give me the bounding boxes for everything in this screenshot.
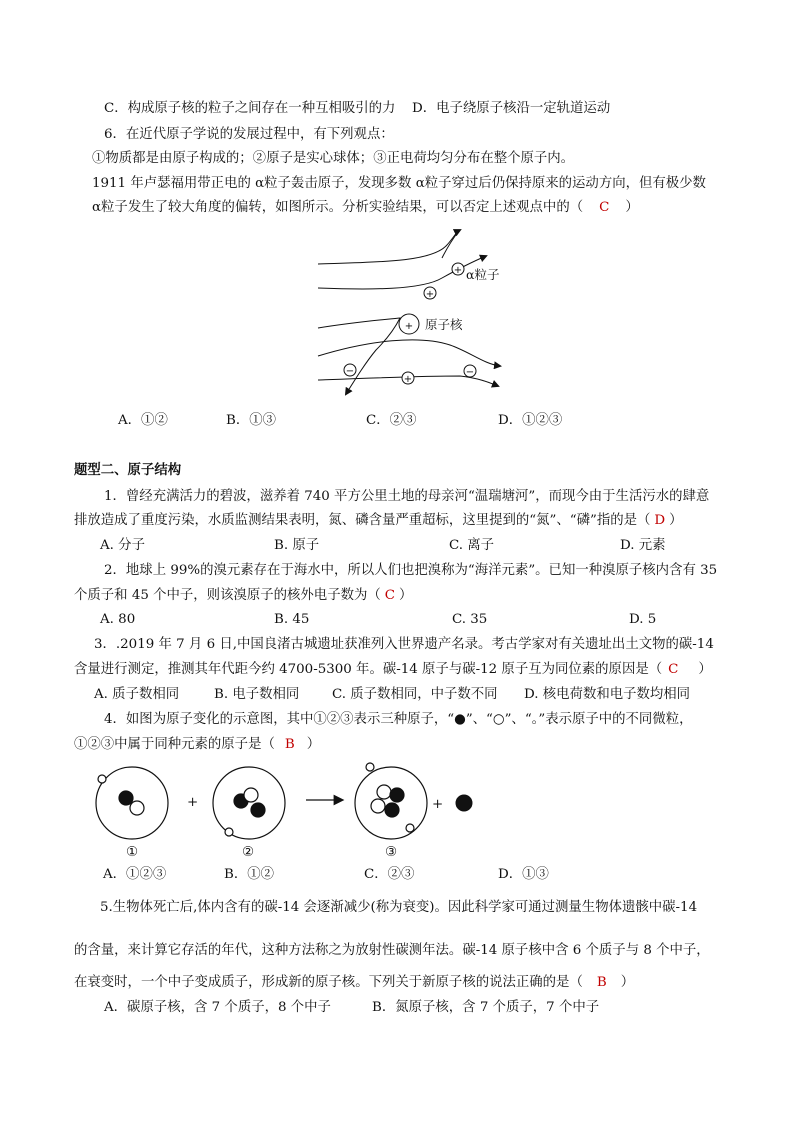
s2q2-option-d: D. 5 — [629, 612, 657, 627]
svg-text:+: + — [425, 289, 435, 300]
s2q3-answer: C — [668, 662, 679, 677]
s2q3-line-2-text: 含量进行测定，推测其年代距今约 4700-5300 年。碳-14 原子与碳-12 原子互为同位素的原因是（ — [74, 662, 663, 677]
q6-option-a: A．①② — [118, 413, 168, 428]
s2q4-option-d: D．①③ — [498, 867, 549, 882]
s2q3-close-paren: ） — [698, 662, 712, 677]
atom-plus-sign-1: + — [187, 795, 199, 810]
atom-3-proton-2 — [385, 803, 399, 817]
s2q4-option-c: C．②③ — [364, 867, 415, 882]
atom-3-neutron-2 — [371, 799, 385, 813]
s2q4-option-b: B．①② — [224, 867, 275, 882]
svg-text:−: − — [465, 367, 475, 378]
s2q3-option-b: B. 电子数相同 — [214, 687, 300, 702]
s2q4-option-a: A．①②③ — [103, 867, 167, 882]
s2q1-answer: D — [654, 513, 666, 528]
s2q2-option-a: A. 80 — [100, 612, 136, 627]
s2q1-option-a: A. 分子 — [100, 538, 145, 553]
s2q3-option-d: D. 核电荷数和电子数均相同 — [524, 687, 691, 702]
atom-1 — [96, 767, 168, 839]
s2q4-line-2-text: ①②③中属于同种元素的原子是（ — [74, 737, 275, 752]
q6-stem-2: ①物质都是由原子构成的；②原子是实心球体；③正电荷均匀分布在整个原子内。 — [92, 151, 575, 166]
svg-text:−: − — [345, 366, 355, 377]
s2q1-option-b: B. 原子 — [274, 538, 320, 553]
s2q5-line-3 — [74, 974, 634, 992]
s2q1-option-c: C. 离子 — [449, 538, 495, 553]
atom-1-neutron — [130, 801, 144, 815]
atom-3 — [355, 763, 427, 839]
q6-close-paren: ） — [625, 200, 639, 215]
q5-prev-option-d: D．电子绕原子核沿一定轨道运动 — [412, 101, 611, 116]
s2q1-line-2-text: 排放造成了重度污染，水质监测结果表明，氮、磷含量严重超标，这里提到的“氮”、“磷”指的是（ — [74, 513, 651, 528]
s2q5-close-paren: ） — [620, 975, 635, 990]
atom-1-proton — [119, 791, 133, 805]
s2q2-close-paren: ） — [399, 588, 413, 603]
s2q1-close-paren: ） — [669, 513, 683, 528]
s2q2-answer: C — [384, 588, 396, 603]
atom-2-neutron-2 — [251, 803, 265, 817]
free-particle-icon — [456, 795, 472, 811]
atom-3-electron-1 — [366, 763, 374, 771]
fig-label-alpha-particle: α粒子 — [466, 267, 500, 282]
atom-3-neutron-1 — [377, 785, 391, 799]
s2q4-close-paren: ） — [306, 737, 321, 752]
atom-plus-sign-2: + — [432, 797, 444, 812]
s2q5-line-2: 的含量，来计算它存活的年代，这种方法称之为放射性碳测年法。碳-14 原子核中含 6 个质子与 8 个中子， — [74, 943, 710, 958]
q6-option-b: B．①③ — [226, 413, 277, 428]
s2q1-option-d: D. 元素 — [620, 538, 666, 553]
s2q3-line-1: 3．.2019 年 7 月 6 日,中国良渚古城遗址获准列入世界遗产名录。考古学家对有关遗址出土文物的碳-14 — [94, 637, 714, 652]
q6-stem-4-text: α粒子发生了较大角度的偏转，如图所示。分析实验结果，可以否定上述观点中的（ — [92, 200, 584, 215]
q6-option-d: D．①②③ — [498, 413, 563, 428]
q6-answer: C — [599, 200, 610, 215]
s2q2-option-b: B. 45 — [274, 612, 310, 627]
atom-1-electron — [98, 775, 106, 783]
section-title: 题型二、原子结构 — [74, 463, 182, 478]
q6-option-c: C．②③ — [366, 413, 417, 428]
q5-prev-option-c: C．构成原子核的粒子之间存在一种互相吸引的力 — [104, 101, 396, 116]
s2q5-option-b: B．氮原子核，含 7 个质子，7 个中子 — [372, 1000, 600, 1015]
atom-2-neutron-1 — [244, 788, 258, 802]
s2q3-option-c: C. 质子数相同，中子数不同 — [332, 687, 498, 702]
atom-3-electron-2 — [406, 824, 414, 832]
svg-text:+: + — [453, 265, 463, 276]
atom-2 — [213, 767, 285, 839]
atom-label-1: ① — [126, 845, 139, 860]
s2q2-line-2-text: 个质子和 45 个中子，则该溴原子的核外电子数为（ — [74, 588, 381, 603]
atom-3-proton-1 — [390, 788, 404, 802]
atom-label-2: ② — [242, 845, 255, 860]
s2q5-line-1: 5.生物体死亡后,体内含有的碳-14 会逐渐减少(称为衰变)。因此科学家可通过测量生物体遗骸中碳-14 — [100, 900, 698, 915]
s2q2-option-c: C. 35 — [452, 612, 488, 627]
s2q5-line-3-text: 在衰变时，一个中子变成质子，形成新的原子核。下列关于新原子核的说法正确的是（ — [74, 975, 583, 990]
s2q1-line-1: 1．曾经充满活力的碧波，滋养着 740 平方公里土地的母亲河“温瑞塘河”，而现今由于生活污水的肆意 — [104, 489, 710, 504]
s2q5-option-a: A．碳原子核，含 7 个质子，8 个中子 — [104, 1000, 331, 1015]
q6-stem-3: 1911 年卢瑟福用带正电的 α粒子轰击原子，发现多数 α粒子穿过后仍保持原来的运动方向，但有极少数 — [92, 176, 706, 191]
s2q3-option-a: A. 质子数相同 — [94, 687, 180, 702]
q6-stem-1: 6．在近代原子学说的发展过程中，有下列观点： — [104, 127, 394, 142]
s2q4-answer: B — [284, 737, 295, 752]
svg-text:+: + — [403, 374, 413, 385]
s2q4-line-1: 4．如图为原子变化的示意图，其中①②③表示三种原子，“●”、“○”、“。”表示原子中的不同微粒， — [104, 712, 693, 727]
atom-2-electron — [225, 828, 233, 836]
s2q2-line-1: 2．地球上 99%的溴元素存在于海水中，所以人们也把溴称为“海洋元素”。已知一种溴原子核内含有 35 — [104, 563, 718, 578]
s2q5-answer: B — [596, 975, 607, 990]
atom-label-3: ③ — [385, 845, 398, 860]
svg-text:+: + — [404, 321, 414, 332]
fig-label-nucleus: 原子核 — [425, 317, 463, 332]
